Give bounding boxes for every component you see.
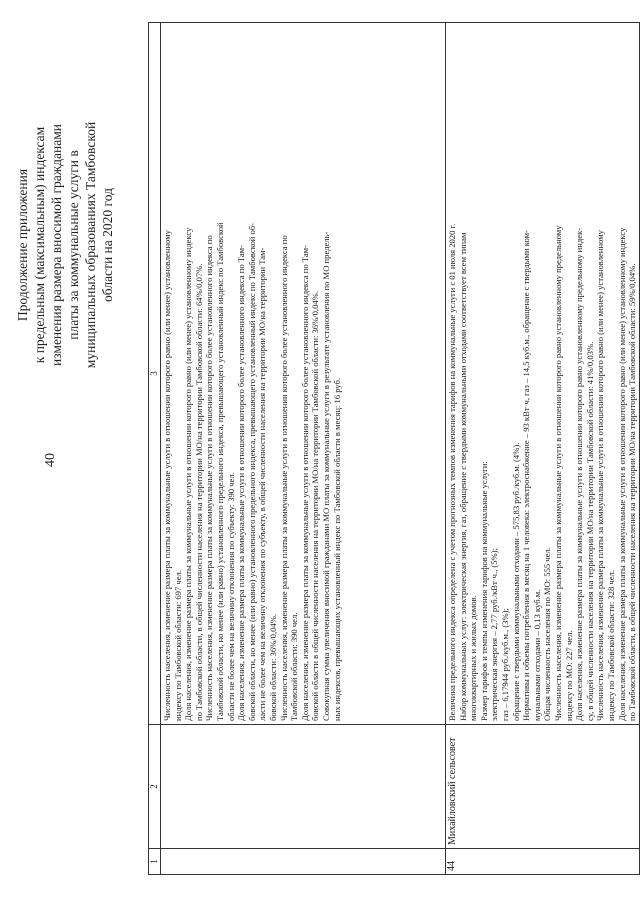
description-line: Численность населения, изменение размера платы за коммунальные услуги в отношении которого равно установленному предельному [552,225,563,721]
municipality-name: Михайловский сельсовет [446,725,640,849]
description-line: ласти не более чем на величину отклонения по субъекту, в общей численности населения на территории МО/на территории Там- [257,247,268,721]
description-line: по Тамбовской области, в общей численности населения на территории МО/на территории Тамбовской области: 64%/0,07%. [193,263,204,721]
description-line: электрическая энергия – 2,77 руб./кВт·ч., (5%); [489,548,500,721]
description-line: индексу по МО: 227 чел. [563,630,574,721]
column-header-2: 2 [149,725,161,849]
description-line: Тамбовской области: 390 чел. [289,612,300,721]
column-header-3: 3 [149,23,161,725]
heading-line: платы за коммунальные услуги в [66,150,81,340]
description-line: Величина предельного индекса определена с учетом прогнозных темпов изменения тарифов на коммунальные услуги с 01 июля 2020 г. [447,223,457,721]
description-line: Численность населения, изменение размера платы за коммунальные услуги в отношении которого более установленного индекса по [278,235,289,721]
description-line: Размер тарифов и темпы изменения тарифов на коммунальные услуги: [478,461,489,721]
heading-line: области на 2020 год [100,188,115,302]
description-line: индексу по Тамбовской области: 697 чел. [172,570,183,721]
description-line: мунальными отходами – 0,13 куб.м. [531,589,542,721]
description-line: бовской области: 36%/0,04%. [267,613,278,721]
description-line: ных индексов, превышающих установленный индекс по Тамбовской области в месяц: 16 руб. [331,377,342,721]
description-line: Численность населения, изменение размера платы за коммунальные услуги в отношении которого равно (или менее) установленному [162,230,172,721]
municipality-name [161,725,446,849]
description-line: по Тамбовской области, в общей численности населения на территории МО/на территории Тамбовской области: 59%/0,04%. [627,263,638,721]
description-line: Совокупная сумма увеличения вносимой гражданами МО платы за коммунальные услуги в результате установления по МО предель- [320,231,331,721]
column-header-1: 1 [149,849,161,875]
row-number [161,849,446,875]
description-line: области не более чем на величину отклонения по субъекту: 390 чел. [225,472,236,721]
description-line: многоквартирных и жилых домов. [468,595,479,721]
description-line: обращение с твердыми коммунальными отходами – 575,83 руб./куб.м. (4%). [510,442,521,721]
table-header-row [149,23,161,875]
description-line: Численность населения, изменение размера платы за коммунальные услуги в отношении которого более установленного индекса по [204,235,215,721]
description-line: Нормативы и объемы потребления в месяц на 1 человека: электроснабжение – 93 кВт·ч, газ – 14,5 куб.м., обращение с твердыми ком- [521,230,532,721]
indices-table [148,22,640,875]
heading-line: изменения размера вносимой гражданами [49,124,64,366]
description-line: бовской области, но менее (или равно) установленного предельного индекса, превышающего установленный индекс по Тамбовской об- [246,222,257,721]
row-number: 44 [446,849,640,875]
row-description [446,23,640,725]
heading-line: к предельным (максимальным) индексам [32,126,47,364]
description-line: Тамбовской области, но менее (или равно) установленного предельного индекса, превышающего установленный индекс по Тамбовской [214,222,225,721]
description-line: Численность населения, изменение размера платы за коммунальные услуги в отношении которого равно (или менее) установленному [595,230,606,721]
description-line: Доля населения, изменение размера платы за коммунальные услуги в отношении которого более установленного индекса по Там- [236,245,247,721]
description-line: Доля населения, изменение размера платы за коммунальные услуги в отношении которого равно установленному предельному индек- [574,227,585,721]
description-line: Общая численность населения по МО: 555 чел. [542,547,553,721]
appendix-heading [14,60,116,430]
description-line: Набор коммунальных услуг: электрическая энергия, газ, обращение с твердыми коммунальными отходами соответствует всем типам [457,232,468,721]
description-line: Доля населения, изменение размера платы за коммунальные услуги в отношении которого более установленного индекса по Там- [299,245,310,721]
description-line: индексу по Тамбовской области: 328 чел. [605,570,616,721]
page-number: 40 [43,453,58,467]
table-row [446,23,640,875]
heading-line: муниципальных образованиях Тамбовской [83,121,98,369]
description-line: Доля населения, изменение размера платы за коммунальные услуги в отношении которого равно (или менее) установленному индексу [616,227,627,721]
description-line: Доля населения, изменение размера платы за коммунальные услуги в отношении которого равно (или менее) установленному индексу [183,227,194,721]
description-line: су, в общей численности населения на территории МО/на территории Тамбовской области: 41%/0,03%. [584,341,595,721]
description-line: бовской области в общей численности населения на территории МО/на территории Тамбовской области: 36%/0,04%. [310,291,321,721]
description-line: газ – 6,17944 руб./куб.м., (3%); [499,608,510,721]
table-row [161,23,446,875]
heading-line: Продолжение приложения [15,168,30,322]
row-description [161,23,446,725]
